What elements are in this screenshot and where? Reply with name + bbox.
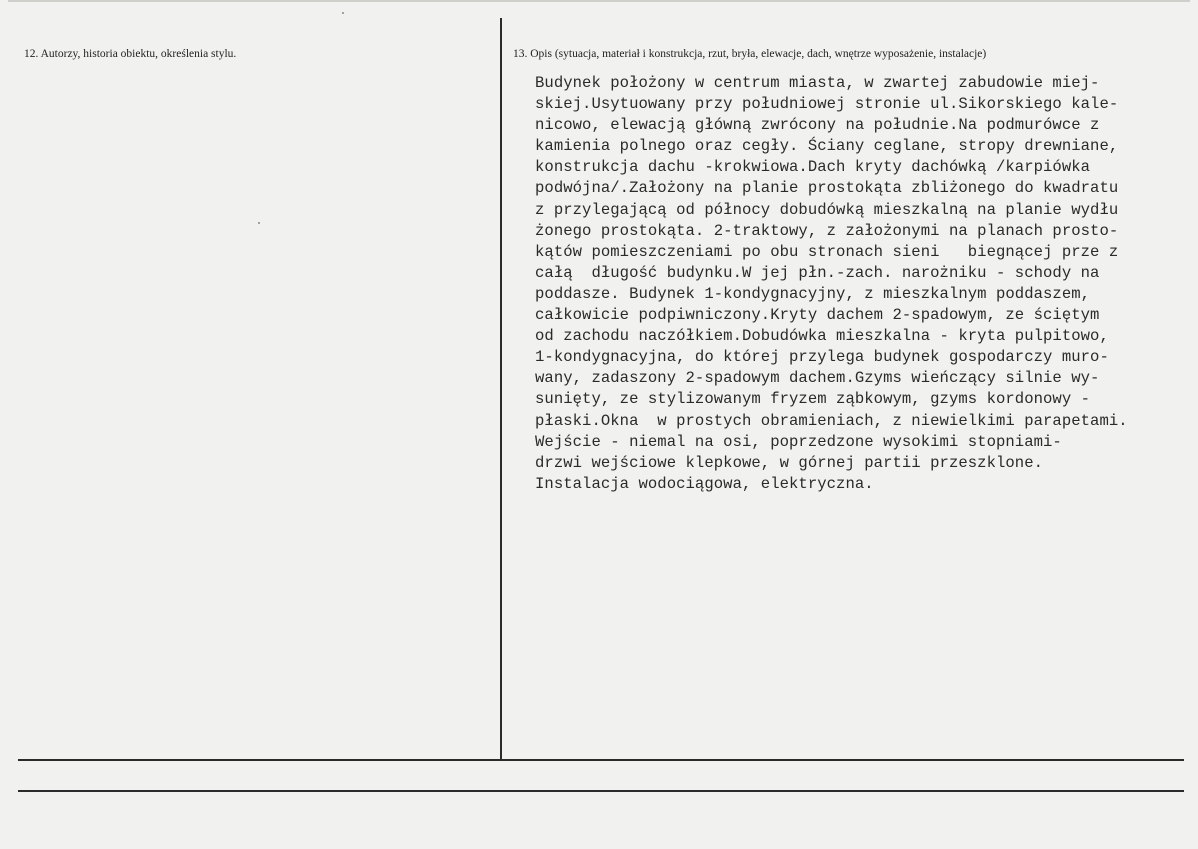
description-line: 1-kondygnacyjna, do której przylega budynek gospodarczy muro- [535, 348, 1109, 367]
description-line: skiej.Usytuowany przy południowej stronie ul.Sikorskiego kale- [535, 95, 1119, 114]
description-line: wany, zadaszony 2-spadowym dachem.Gzyms wieńczący silnie wy- [535, 369, 1100, 388]
description-body [535, 73, 1185, 495]
description-line: całkowicie podpiwniczony.Kryty dachem 2-spadowym, ze ściętym [535, 306, 1100, 325]
description-line: od zachodu naczółkiem.Dobudówka mieszkalna - kryta pulpitowo, [535, 327, 1109, 346]
description-line: kątów pomieszczeniami po obu stronach sieni biegnącej prze z [535, 242, 1119, 261]
description-line: Budynek położony w centrum miasta, w zwartej zabudowie miej- [535, 74, 1100, 92]
description-line: żonego prostokąta. 2-traktowy, z założonymi na planach prosto- [535, 221, 1119, 240]
description-line: całą długość budynku.W jej płn.-zach. narożniku - schody na [535, 263, 1100, 282]
description-line: drzwi wejściowe klepkowe, w górnej partii przeszklone. [535, 453, 1044, 472]
footer-rule [18, 790, 1184, 792]
description-line: kamienia polnego oraz cegły. Ściany ceglane, stropy drewniane, [535, 137, 1119, 156]
description-line: poddasze. Budynek 1-kondygnacyjny, z mieszkalnym poddaszem, [535, 284, 1091, 303]
authors-history-panel [0, 0, 500, 760]
section-bottom-rule [18, 759, 1184, 761]
authors-history-label: 12. Autorzy, historia obiektu, określenia stylu. [24, 48, 237, 60]
description-line: nicowo, elewacją główną zwrócony na południe.Na podmurówce z [535, 116, 1100, 135]
description-label: 13. Opis (sytuacja, materiał i konstrukcja, rzut, bryła, elewacje, dach, wnętrze wyposażenie, instalacje) [513, 48, 987, 60]
description-line: podwójna/.Założony na planie prostokąta zbliżonego do kwadratu [535, 179, 1119, 198]
paper-speck [258, 222, 260, 224]
description-line: konstrukcja dachu -krokwiowa.Dach kryty dachówką /karpiówka [535, 158, 1091, 177]
description-line: Wejście - niemal na osi, poprzedzone wysokimi stopniami- [535, 432, 1062, 451]
column-divider [500, 18, 502, 760]
description-line: płaski.Okna w prostych obramieniach, z niewielkimi parapetami. [535, 411, 1128, 430]
description-line: Instalacja wodociągowa, elektryczna. [535, 474, 874, 493]
description-line: z przylegającą od północy dobudówką mieszkalną na planie wydłu [535, 200, 1119, 219]
description-line: sunięty, ze stylizowanym fryzem ząbkowym, gzyms kordonowy - [535, 390, 1091, 409]
paper-speck [342, 12, 344, 14]
description-panel [503, 0, 1193, 760]
